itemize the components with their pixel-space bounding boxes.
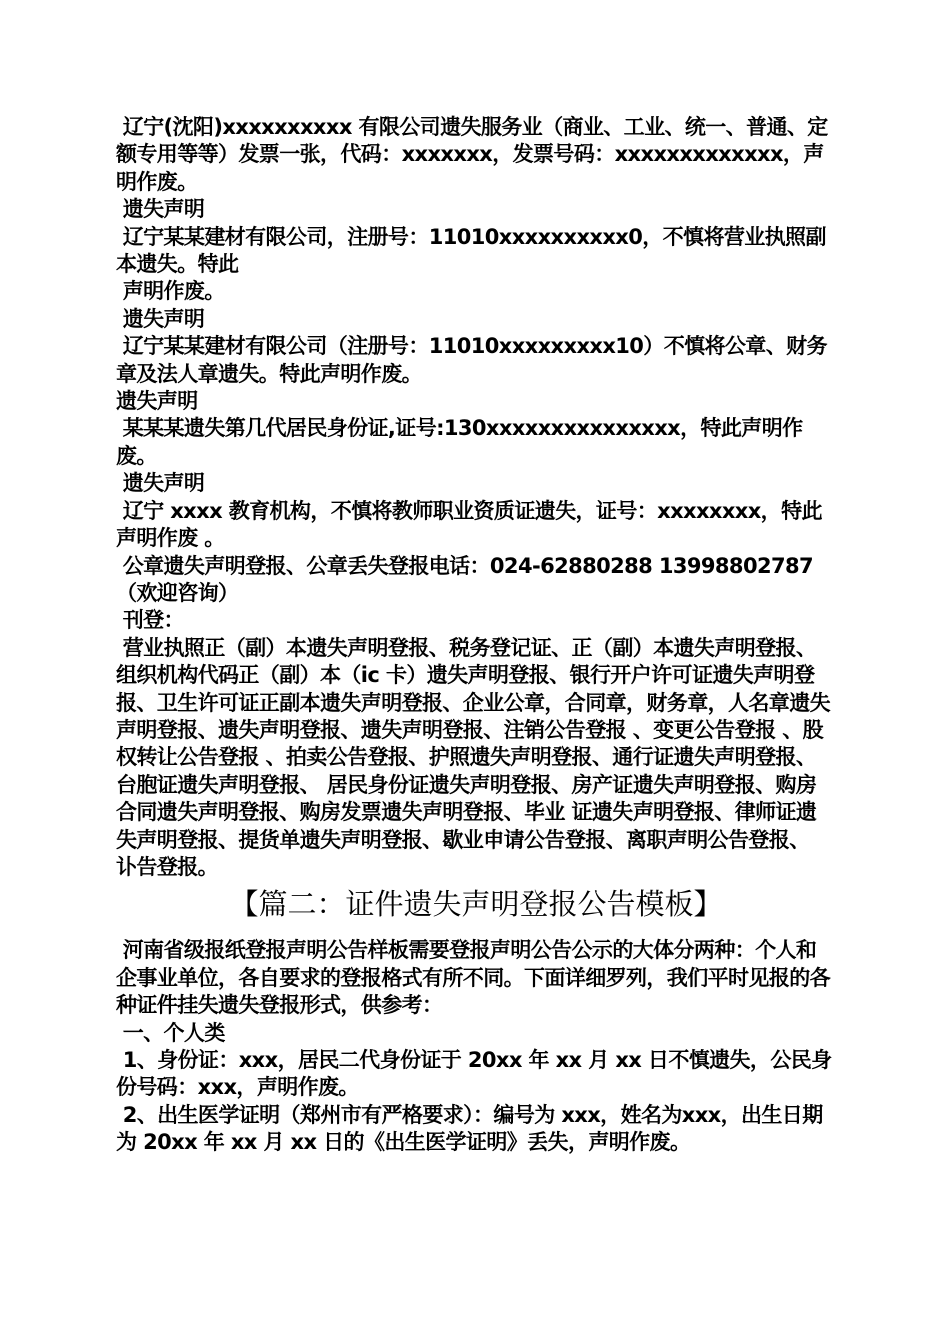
- heading-publish: 刊登：: [116, 608, 184, 633]
- section-title: 【篇二：证件遗失声明登报公告模板】: [229, 887, 723, 922]
- paragraph-declare-void: 声明作废。: [116, 279, 225, 304]
- heading-loss-statement: 遗失声明: [116, 197, 205, 222]
- paragraph-teacher-cert-loss: 辽宁 xxxx 教育机构，不慎将教师职业资质证遗失，证号：xxxxxxxx，特此声明作废 。: [116, 498, 822, 551]
- heading-loss-statement: 遗失声明: [116, 389, 198, 414]
- paragraph-service-list: 营业执照正（副）本遗失声明登报、税务登记证、正（副）本遗失声明登报、组织机构代码正（副）本（ic 卡）遗失声明登报、银行开户许可证遗失声明登报、卫生许可证正副本遗失声明登报、企业公章，合同章，财务章，人名章遗失声明登报、遗失声明登报、遗失声明登报、注销公告登报 、变更公告登报 、股权转让公告登报 、拍卖公告登报、护照遗失声明登报、通行证遗失声明登报、台胞证遗失声明登报、 居民身份证遗失声明登报、房产证遗失声明登报、购房合同遗失声明登报、购房发票遗失声明登报、毕业 证遗失声明登报、律师证遗失声明登报、提货单遗失声明登报、歇业申请公告登报、离职声明公告登报、 讣告登报。: [116, 635, 830, 879]
- paragraph-seal-loss: 辽宁某某建材有限公司（注册号：11010xxxxxxxxx10）不慎将公章、财务章及法人章遗失。特此声明作废。: [116, 334, 827, 386]
- heading-loss-statement: 遗失声明: [116, 306, 205, 331]
- paragraph-invoice-loss: 辽宁(沈阳)xxxxxxxxxx 有限公司遗失服务业（商业、工业、统一、普通、定额专用等等）发票一张，代码：xxxxxxx，发票号码：xxxxxxxxxxxxx，声明作废。: [116, 115, 828, 194]
- paragraph-henan-intro: 河南省级报纸登报声明公告样板需要登报声明公告公示的大体分两种：个人和企事业单位，各自要求的登报格式有所不同。下面详细罗列，我们平时见报的各种证件挂失遗失登报形式，供参考：: [116, 938, 830, 1018]
- paragraph-id-card-template: 1、身份证：xxx，居民二代身份证于 20xx 年 xx 月 xx 日不慎遗失，公民身份号码：xxx，声明作废。: [116, 1048, 832, 1100]
- paragraph-contact-phone: 公章遗失声明登报、公章丢失登报电话：024-62880288 13998802787（欢迎咨询）: [116, 553, 814, 605]
- heading-loss-statement: 遗失声明: [116, 471, 205, 496]
- paragraph-license-loss: 辽宁某某建材有限公司，注册号：11010xxxxxxxxxx0，不慎将营业执照副本遗失。特此: [116, 224, 826, 277]
- document-body: [116, 114, 836, 1157]
- paragraph-id-card-loss: 某某某遗失第几代居民身份证,证号:130xxxxxxxxxxxxxxx，特此声明作废。: [116, 416, 803, 468]
- heading-personal-category: 一、个人类: [116, 1020, 225, 1045]
- paragraph-birth-cert-template: 2、出生医学证明（郑州市有严格要求）：编号为 xxx，姓名为xxx，出生日期为 20xx 年 xx 月 xx 日的《出生医学证明》丢失，声明作废。: [116, 1102, 823, 1155]
